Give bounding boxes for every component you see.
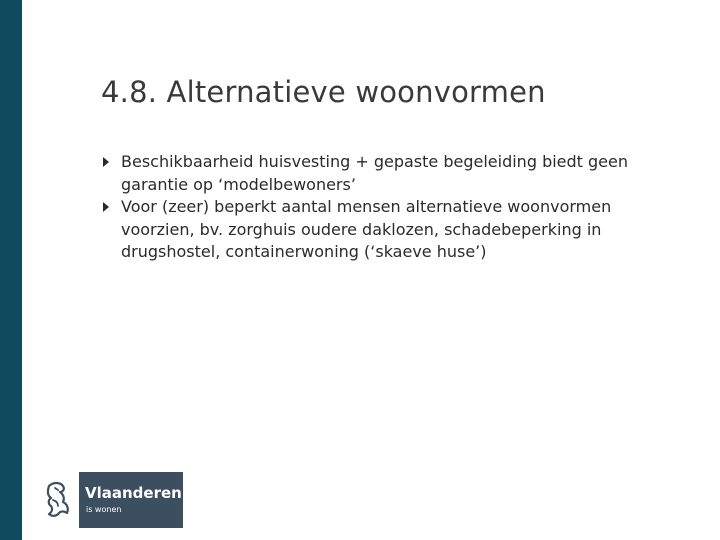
- bullet-arrow-icon: [103, 157, 109, 167]
- bullet-list: [101, 151, 661, 264]
- bullet-item: [101, 151, 661, 196]
- logo-name: Vlaanderen: [85, 484, 182, 502]
- bullet-text: Beschikbaarheid huisvesting + gepaste begeleiding biedt geen garantie op ‘modelbewoners’: [121, 152, 629, 194]
- vlaanderen-logo: [37, 472, 183, 528]
- bullet-arrow-icon: [103, 202, 109, 212]
- logo-emblem: [37, 472, 79, 528]
- side-accent-bar: [0, 0, 22, 540]
- flemish-lion-icon: [43, 480, 73, 520]
- bullet-item: [101, 196, 661, 264]
- slide-title: 4.8. Alternatieve woonvormen: [101, 75, 546, 110]
- logo-tagline: is wonen: [86, 505, 122, 514]
- bullet-text: Voor (zeer) beperkt aantal mensen alternatieve woonvormen voorzien, bv. zorghuis oudere daklozen, schadebeperking in drugshostel, containerwoning (‘skaeve huse’): [121, 197, 612, 261]
